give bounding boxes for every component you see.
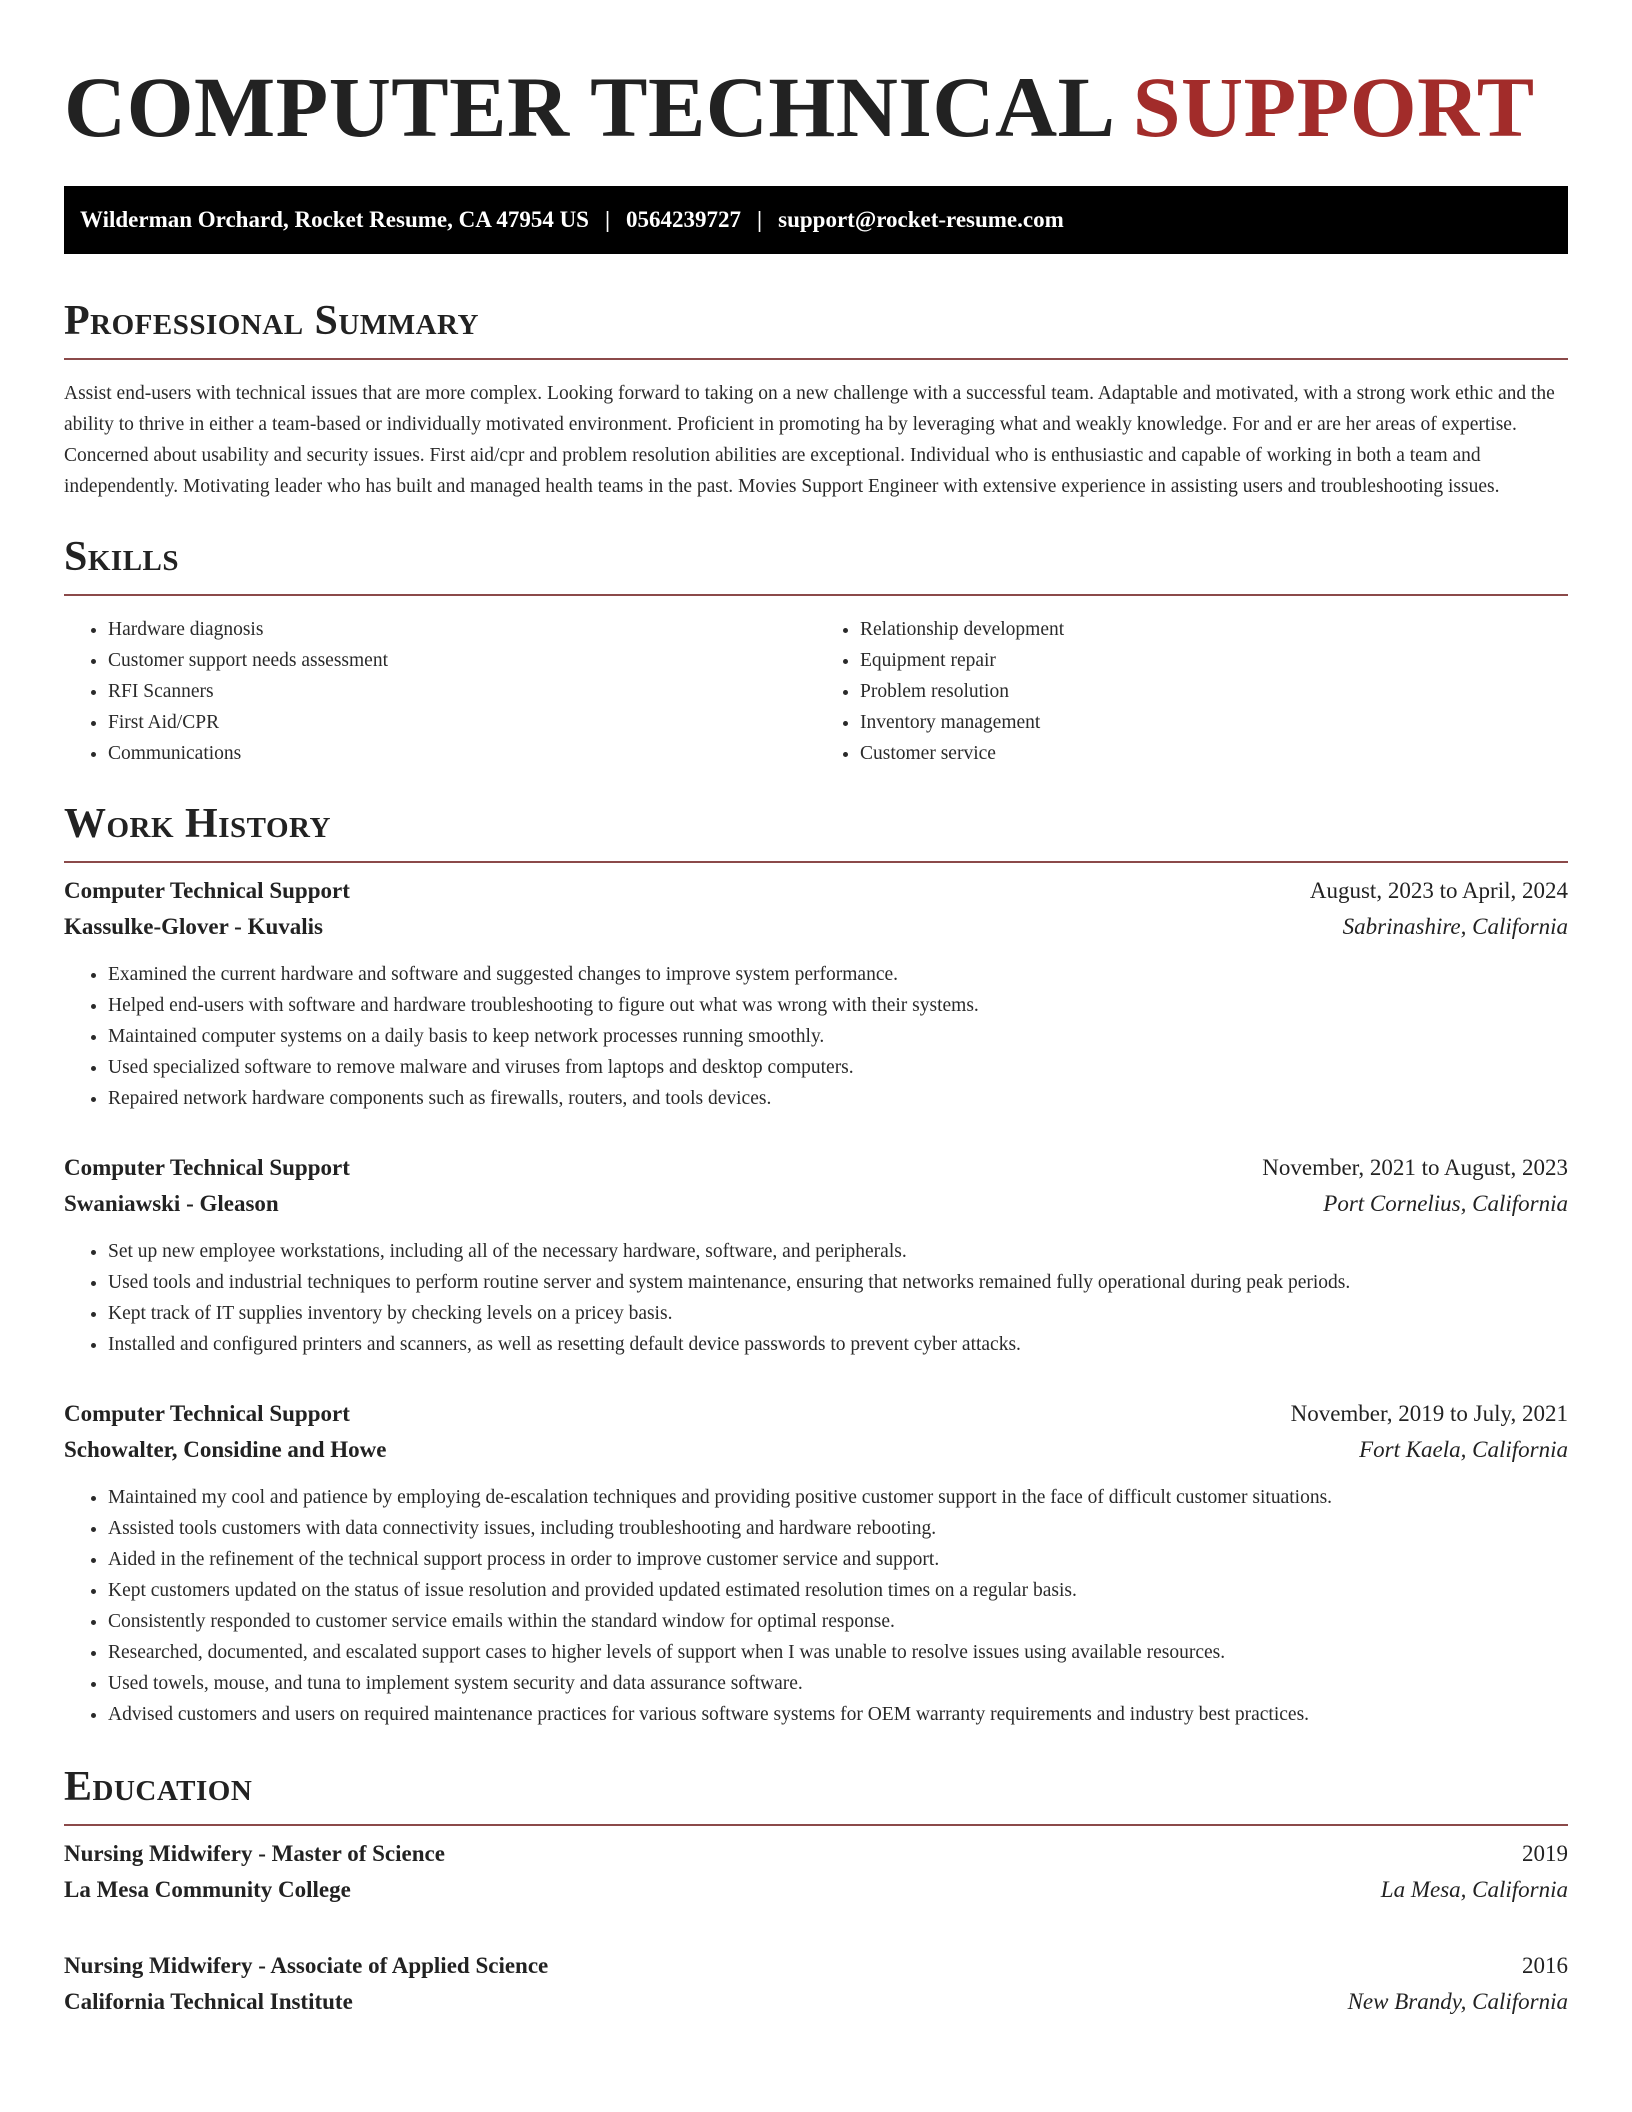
skills-section <box>64 536 1568 769</box>
skill-item: • Communications <box>108 738 816 769</box>
education-heading: Education <box>64 1764 253 1810</box>
job-position: Computer Technical Support <box>64 1155 350 1180</box>
education-year: 2016 <box>1522 1953 1568 1978</box>
education-degree: Nursing Midwifery - Associate of Applied Science <box>64 1953 549 1978</box>
name-first: COMPUTER TECHNICAL <box>64 59 1111 155</box>
job-bullet: • Researched, documented, and escalated support cases to higher levels of support when I was unable to resolve issues using available resources. <box>108 1637 1568 1668</box>
education-degree-row <box>64 1948 1568 1984</box>
contact-phone: 0564239727 <box>626 207 742 232</box>
contact-bar <box>64 186 1568 254</box>
skills-columns <box>64 614 1568 769</box>
education-entry <box>64 1836 1568 1908</box>
job-position: Computer Technical Support <box>64 878 350 903</box>
summary-text: Assist end-users with technical issues that are more complex. Looking forward to taking on a new challenge with a successful team. Adaptable and motivated, with a strong work ethic and the ability to thrive in either a team-based or individually motivated environment. Proficient in promoting ha by leveraging what and weakly knowledge. For and er are her areas of expertise. Concerned about usability and security issues. First aid/cpr and problem resolution abilities are exceptional. Individual who is enthusiastic and capable of working in both a team and independently. Motivating leader who has built and managed health teams in the past. Movies Support Engineer with extensive experience in assisting users and troubleshooting issues. <box>64 383 1555 497</box>
job-header <box>64 1396 1568 1468</box>
job-company: Schowalter, Considine and Howe <box>64 1437 387 1462</box>
job-bullet: • Used towels, mouse, and tuna to implement system security and data assurance software. <box>108 1668 1568 1699</box>
summary-heading: Professional Summary <box>64 298 479 344</box>
education-degree-row <box>64 1836 1568 1872</box>
education-school-row <box>64 1984 1568 2020</box>
skill-item: • First Aid/CPR <box>108 707 816 738</box>
job-company-row <box>64 909 1568 945</box>
job-entry <box>64 1396 1568 1730</box>
skill-item: • Problem resolution <box>860 676 1568 707</box>
job-bullet: • Advised customers and users on required maintenance practices for various software systems for OEM warranty requirements and industry best practices. <box>108 1699 1568 1730</box>
job-bullet: • Used tools and industrial techniques to perform routine server and system maintenance, ensuring that networks remained fully operational during peak periods. <box>108 1267 1568 1298</box>
job-bullet: • Installed and configured printers and scanners, as well as resetting default device passwords to prevent cyber attacks. <box>108 1329 1568 1360</box>
job-bullet: • Set up new employee workstations, including all of the necessary hardware, software, and peripherals. <box>108 1236 1568 1267</box>
job-bullet: • Kept customers updated on the status of issue resolution and provided updated estimated resolution times on a regular basis. <box>108 1575 1568 1606</box>
skill-item: • Relationship development <box>860 614 1568 645</box>
education-entry <box>64 1948 1568 2020</box>
section-divider <box>64 1824 1568 1826</box>
education-section <box>64 1766 1568 2020</box>
work-heading: Work History <box>64 801 331 847</box>
contact-address: Wilderman Orchard, Rocket Resume, CA 47954 US <box>80 207 589 232</box>
job-header <box>64 1150 1568 1222</box>
job-dates: November, 2019 to July, 2021 <box>1290 1401 1568 1426</box>
skills-heading: Skills <box>64 534 180 580</box>
job-bullet: • Aided in the refinement of the technical support process in order to improve customer service and support. <box>108 1544 1568 1575</box>
job-bullet: • Repaired network hardware components such as firewalls, routers, and tools devices. <box>108 1083 1568 1114</box>
skill-item: • Inventory management <box>860 707 1568 738</box>
job-company: Kassulke-Glover - Kuvalis <box>64 914 323 939</box>
job-bullets <box>64 1236 1568 1360</box>
contact-email: support@rocket-resume.com <box>778 207 1064 232</box>
job-bullet: • Maintained my cool and patience by employing de-escalation techniques and providing positive customer support in the face of difficult customer situations. <box>108 1482 1568 1513</box>
job-position: Computer Technical Support <box>64 1401 350 1426</box>
job-title-row <box>64 873 1568 909</box>
job-title-row <box>64 1150 1568 1186</box>
job-dates: August, 2023 to April, 2024 <box>1309 878 1568 903</box>
job-entry <box>64 1150 1568 1360</box>
education-school: La Mesa Community College <box>64 1877 351 1902</box>
skill-item: • Equipment repair <box>860 645 1568 676</box>
education-location: New Brandy, California <box>1347 1989 1568 2014</box>
job-bullets <box>64 1482 1568 1730</box>
skill-item: • Customer support needs assessment <box>108 645 816 676</box>
summary-section <box>64 300 1568 502</box>
section-divider <box>64 358 1568 360</box>
education-location: La Mesa, California <box>1380 1877 1568 1902</box>
job-company-row <box>64 1432 1568 1468</box>
education-school: California Technical Institute <box>64 1989 353 2014</box>
education-list <box>64 1836 1568 2020</box>
resume-name <box>64 58 1568 155</box>
skills-list-left <box>64 614 816 769</box>
section-divider <box>64 861 1568 863</box>
job-company: Swaniawski - Gleason <box>64 1191 279 1216</box>
education-school-row <box>64 1872 1568 1908</box>
job-location: Port Cornelius, California <box>1323 1191 1568 1216</box>
section-divider <box>64 594 1568 596</box>
jobs-list <box>64 873 1568 1730</box>
job-bullet: • Kept track of IT supplies inventory by checking levels on a pricey basis. <box>108 1298 1568 1329</box>
job-bullet: • Maintained computer systems on a daily basis to keep network processes running smoothly. <box>108 1021 1568 1052</box>
work-section <box>64 803 1568 1730</box>
job-header <box>64 873 1568 945</box>
contact-separator: | <box>604 207 611 232</box>
job-location: Sabrinashire, California <box>1342 914 1568 939</box>
job-bullet: • Consistently responded to customer service emails within the standard window for optimal response. <box>108 1606 1568 1637</box>
job-location: Fort Kaela, California <box>1359 1437 1568 1462</box>
job-dates: November, 2021 to August, 2023 <box>1262 1155 1568 1180</box>
skill-item: • Customer service <box>860 738 1568 769</box>
name-last: SUPPORT <box>1132 59 1535 155</box>
skill-item: • RFI Scanners <box>108 676 816 707</box>
job-entry <box>64 873 1568 1114</box>
job-company-row <box>64 1186 1568 1222</box>
contact-separator: | <box>757 207 763 232</box>
job-bullet: • Used specialized software to remove malware and viruses from laptops and desktop computers. <box>108 1052 1568 1083</box>
job-bullet: • Assisted tools customers with data connectivity issues, including troubleshooting and hardware rebooting. <box>108 1513 1568 1544</box>
job-bullet: • Examined the current hardware and software and suggested changes to improve system performance. <box>108 959 1568 990</box>
education-year: 2019 <box>1522 1841 1568 1866</box>
job-bullets <box>64 959 1568 1114</box>
job-title-row <box>64 1396 1568 1432</box>
job-bullet: • Helped end-users with software and hardware troubleshooting to figure out what was wrong with their systems. <box>108 990 1568 1021</box>
education-degree: Nursing Midwifery - Master of Science <box>64 1841 445 1866</box>
skills-list-right <box>816 614 1568 769</box>
skill-item: • Hardware diagnosis <box>108 614 816 645</box>
